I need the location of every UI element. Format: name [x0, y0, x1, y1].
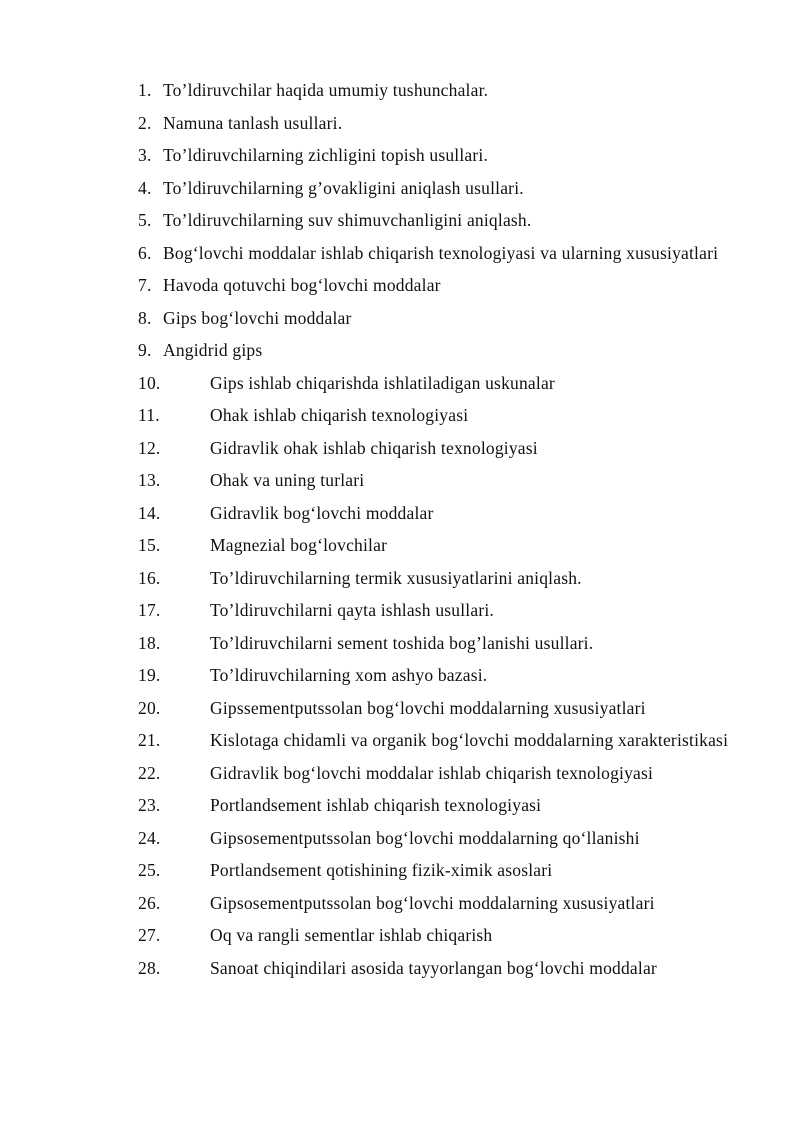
item-text: To’ldiruvchilarning termik xususiyatlarini aniqlash.: [210, 567, 582, 588]
item-text: Bog‘lovchi moddalar ishlab chiqarish texnologiyasi va ularning xususiyatlari: [163, 242, 719, 263]
item-number: 24.: [138, 827, 161, 848]
list-item: [138, 594, 743, 627]
item-text: Gipssementputssolan bog‘lovchi moddalarning xususiyatlari: [210, 697, 646, 718]
item-number: 21.: [138, 730, 161, 750]
list-item: [138, 757, 743, 790]
list-item: [138, 627, 743, 660]
list-item: [138, 562, 743, 595]
item-text: Gips ishlab chiqarishda ishlatiladigan uskunalar: [210, 372, 555, 393]
item-number: 11.: [138, 405, 160, 425]
item-text: Ohak va uning turlari: [210, 470, 365, 490]
item-text: Portlandsement ishlab chiqarish texnologiyasi: [210, 795, 542, 815]
item-text: To’ldiruvchilarning xom ashyo bazasi.: [210, 665, 488, 685]
list-item: [138, 887, 743, 920]
item-number: 6.: [138, 242, 152, 263]
item-text: Angidrid gips: [163, 340, 263, 360]
item-number: 4.: [138, 177, 152, 198]
list-item: [138, 822, 743, 855]
topic-list: [138, 74, 743, 984]
item-number: 27.: [138, 925, 161, 945]
list-item: [138, 464, 743, 497]
item-text: To’ldiruvchilar haqida umumiy tushunchalar.: [163, 80, 489, 100]
item-text: Ohak ishlab chiqarish texnologiyasi: [210, 405, 469, 425]
list-item: [138, 789, 743, 822]
item-text: Gidravlik bog‘lovchi moddalar: [210, 502, 434, 523]
item-text: Kislotaga chidamli va organik bog‘lovchi moddalarning xarakteristikasi: [210, 730, 729, 750]
item-text: Portlandsement qotishining fizik-ximik asoslari: [210, 860, 553, 880]
list-item: [138, 204, 743, 237]
item-number: 10.: [138, 372, 161, 393]
item-number: 23.: [138, 795, 161, 815]
item-text: Gidravlik ohak ishlab chiqarish texnologiyasi: [210, 437, 538, 458]
item-number: 9.: [138, 340, 152, 360]
item-text: Gips bog‘lovchi moddalar: [163, 307, 352, 328]
item-number: 1.: [138, 80, 152, 100]
item-text: Oq va rangli sementlar ishlab chiqarish: [210, 925, 493, 945]
list-item: [138, 659, 743, 692]
list-item: [138, 529, 743, 562]
item-text: Gipsosementputssolan bog‘lovchi moddalarning xususiyatlari: [210, 892, 655, 913]
item-text: Havoda qotuvchi bog‘lovchi moddalar: [163, 275, 441, 295]
list-item: [138, 692, 743, 725]
item-text: To’ldiruvchilarning suv shimuvchanligini aniqlash.: [163, 210, 532, 230]
item-text: To’ldiruvchilarni qayta ishlash usullari.: [210, 600, 494, 620]
item-number: 14.: [138, 502, 161, 523]
list-item: [138, 854, 743, 887]
list-item: [138, 497, 743, 530]
item-number: 13.: [138, 470, 161, 490]
item-text: Namuna tanlash usullari.: [163, 112, 343, 133]
list-item: [138, 952, 743, 985]
item-number: 18.: [138, 632, 161, 653]
item-text: To’ldiruvchilarning zichligini topish usullari.: [163, 145, 489, 165]
item-number: 26.: [138, 892, 161, 913]
list-item: [138, 399, 743, 432]
list-item: [138, 107, 743, 140]
item-text: To’ldiruvchilarning g’ovakligini aniqlash usullari.: [163, 177, 524, 198]
list-item: [138, 432, 743, 465]
list-item: [138, 139, 743, 172]
item-number: 2.: [138, 112, 152, 133]
item-number: 5.: [138, 210, 152, 230]
list-item: [138, 74, 743, 107]
list-item: [138, 919, 743, 952]
list-item: [138, 367, 743, 400]
list-item: [138, 269, 743, 302]
list-item: [138, 724, 743, 757]
item-number: 16.: [138, 567, 161, 588]
item-number: 17.: [138, 600, 161, 620]
list-item: [138, 172, 743, 205]
item-text: To’ldiruvchilarni sement toshida bog’lanishi usullari.: [210, 632, 594, 653]
item-number: 19.: [138, 665, 161, 685]
list-item: [138, 302, 743, 335]
item-text: Gipsosementputssolan bog‘lovchi moddalarning qo‘llanishi: [210, 827, 640, 848]
item-text: Sanoat chiqindilari asosida tayyorlangan bog‘lovchi moddalar: [210, 957, 657, 978]
item-number: 3.: [138, 145, 152, 165]
item-number: 15.: [138, 535, 161, 555]
item-number: 8.: [138, 307, 152, 328]
list-item: [138, 237, 743, 270]
item-number: 28.: [138, 957, 161, 978]
item-number: 25.: [138, 860, 161, 880]
item-number: 22.: [138, 762, 161, 783]
item-number: 20.: [138, 697, 161, 718]
item-text: Gidravlik bog‘lovchi moddalar ishlab chiqarish texnologiyasi: [210, 762, 654, 783]
item-text: Magnezial bog‘lovchilar: [210, 535, 388, 555]
list-item: [138, 334, 743, 367]
item-number: 12.: [138, 437, 161, 458]
item-number: 7.: [138, 275, 152, 295]
